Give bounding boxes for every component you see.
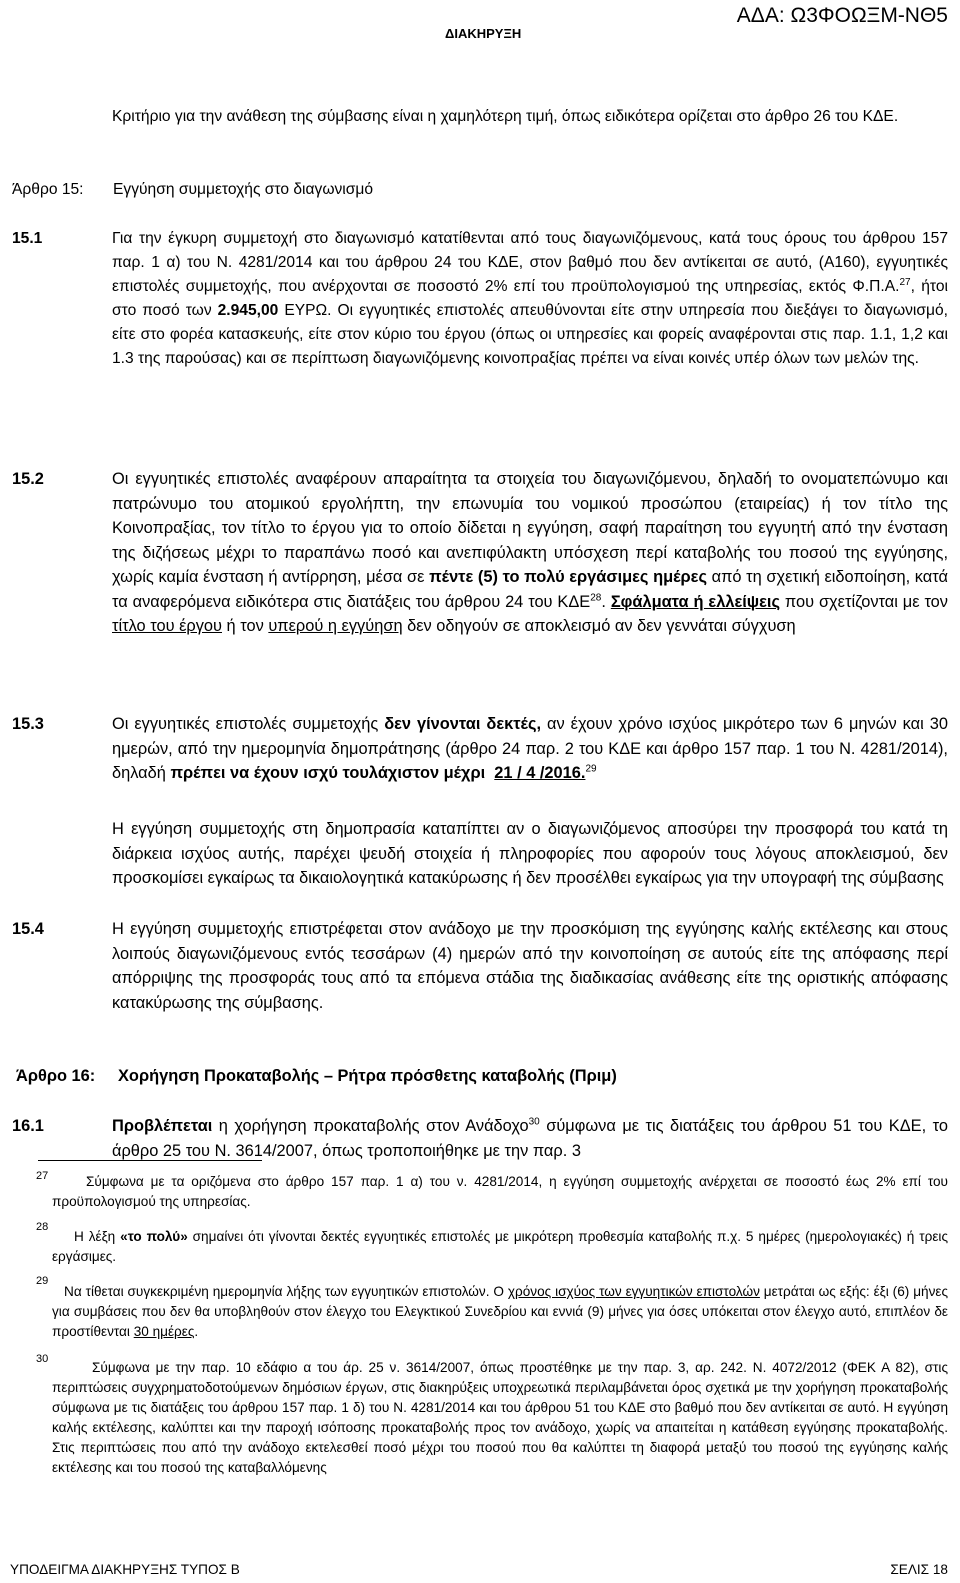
- document-type-title: ΔΙΑΚΗΡΥΞΗ: [445, 26, 522, 41]
- section-16-1-number: 16.1: [12, 1117, 44, 1135]
- footnote-28-text: Η λέξη «το πολύ» σημαίνει ότι γίνονται δεκτές εγγυητικές επιστολές με μικρότερη προθεσμία καταβολής π.χ. 5 ημέρες (ημερολογιακές) ή τρεις εργάσιμες.: [52, 1229, 948, 1264]
- footnote-27-text: Σύμφωνα με τα οριζόμενα στο άρθρο 157 παρ. 1 α) του ν. 4281/2014, η εγγύηση συμμετοχής ανέρχεται σε ποσοστό έως 2% επί του προϋπολογισμού της υπηρεσίας.: [52, 1174, 948, 1209]
- section-15-1-number: 15.1: [12, 230, 43, 247]
- section-15-4-text: Η εγγύηση συμμετοχής επιστρέφεται στον ανάδοχο με την προσκόμιση της εγγύησης καλής εκτέλεσης και στους λοιπούς διαγωνιζόμενους εντός τεσσάρων (4) ημερών από την κοινοποίηση σε αυτούς είτε της απόφασης περί απόρριψης της προσφοράς τους από τα επόμενα στάδια της διαδικασίας ανάθεσης είτε της οριστικής απόφασης κατακύρωσης της σύμβασης.: [112, 920, 948, 1012]
- section-15-4-number: 15.4: [12, 920, 44, 938]
- footnote-29-number: 29: [36, 1275, 49, 1287]
- section-15-2-number: 15.2: [12, 470, 44, 488]
- ada-code: ΑΔΑ: Ω3ΦΟΩΞΜ-ΝΘ5: [736, 4, 948, 27]
- section-15-1-text: Για την έγκυρη συμμετοχή στο διαγωνισμό κατατίθενται από τους διαγωνιζόμενους, κατά τους όρους του άρθρου 157 παρ. 1 α) του Ν. 4281/2014 και του άρθρου 24 του ΚΔΕ, στον βαθμό που δεν αντίκειται σε αυτό, (Α160), εγγυητικές επιστολές συμμετοχής, που ανέρχονται σε ποσοστό 2% επί του προϋπολογισμού της υπηρεσίας, εκτός Φ.Π.Α.$^{27}$, ήτοι στο ποσό των 2.945,00 ΕΥΡΩ. Οι εγγυητικές επιστολές απευθύνονται είτε στην υπηρεσία που διεξάγει το διαγωνισμό, είτε στο φορέα κατασκευής, είτε στον κύριο του έργου (όπως οι υπηρεσίες και φορείς αναφέρονται στις παρ. 1.1, 1,2 και 1.3 της παρούσας) και σε περίπτωση διαγωνιζόμενης κοινοπραξίας πρέπει να είναι κοινές υπέρ όλων των μελών της.: [112, 230, 949, 367]
- section-15-3-number: 15.3: [12, 715, 44, 733]
- section-15-3-text: Οι εγγυητικές επιστολές συμμετοχής δεν γίνονται δεκτές, αν έχουν χρόνο ισχύος μικρότερο των 6 μηνών και 30 ημερών, από την ημερομηνία δημοπράτησης (άρθρο 24 παρ. 2 του ΚΔΕ και άρθρο 157 παρ. 1 του Ν. 4281/2014), δηλαδή πρέπει να έχουν ισχύ τουλάχιστον μέχρι 21 / 4 /2016.29: [112, 715, 948, 782]
- section-15-2-text: Οι εγγυητικές επιστολές αναφέρουν απαραίτητα τα στοιχεία του διαγωνιζόμενου, δηλαδή το ονοματεπώνυμο και πατρώνυμο του ατομικού εργολήπτη, την επωνυμία του νομικού προσώπου (εταιρείας) ή τον τίτλο της Κοινοπραξίας, τον τίτλο το έργου για το οποίο δίδεται η εγγύηση, σαφή παραίτηση του εγγυητή από την ένσταση της διζήσεως μέχρι το παραπάνω ποσό και ανεπιφύλακτη υπόσχεση περί καταβολής του ποσού της εγγύησης, χωρίς καμία ένσταση ή αντίρρηση, μέσα σε πέντε (5) το πολύ εργάσιμες ημέρες από τη σχετική ειδοποίηση, κατά τα αναφερόμενα ειδικότερα στις διατάξεις του άρθρου 24 του ΚΔΕ$^{28}$. Σφάλματα ή ελλείψεις που σχετίζονται με τον τίτλο του έργου ή τον υπερού η εγγύηση δεν οδηγούν σε αποκλεισμό αν δεν γεννάται σύγχυση: [112, 470, 949, 635]
- footnote-ref-28[interactable]: 28: [590, 592, 602, 604]
- award-criterion-paragraph: Κριτήριο για την ανάθεση της σύμβασης είναι η χαμηλότερη τιμή, όπως ειδικότερα ορίζεται στο άρθρο 26 του ΚΔΕ.: [112, 108, 899, 125]
- article-16-title: Χορήγηση Προκαταβολής – Ρήτρα πρόσθετης καταβολής (Πριμ): [118, 1067, 617, 1085]
- footnote-29-text: Να τίθεται συγκεκριμένη ημερομηνία λήξης των εγγυητικών επιστολών. Ο χρόνος ισχύος των εγγυητικών επιστολών μετράται ως εξής: έξι (6) μήνες για συμβάσεις που δεν θα υποβληθούν στον έλεγχο του Ελεγκτικού Συνεδρίου και εννιά (9) μήνες για όσες υπόκειται στον έλεγχο αυτό, επιπλέον δε προστίθενται 30 ημέρες.: [52, 1284, 948, 1339]
- footer-page-number: ΣΕΛΙΣ 18: [890, 1562, 948, 1577]
- section-15-3-forfeit-paragraph: Η εγγύηση συμμετοχής στη δημοπρασία καταπίπτει αν ο διαγωνιζόμενος αποσύρει την προσφορά του κατά τη διάρκεια ισχύος αυτής, παρέχει ψευδή στοιχεία ή πληροφορίες που αφορούν τους λόγους αποκλεισμού, δεν προσκομίσει εγκαίρως τα δικαιολογητικά κατακύρωσης ή δεν προσέλθει εγκαίρως για την υπογραφή της σύμβασης: [112, 820, 948, 887]
- footnote-ref-29[interactable]: 29: [585, 763, 597, 775]
- footnote-ref-27[interactable]: 27: [899, 276, 911, 288]
- article-16-label: Άρθρο 16:: [16, 1067, 96, 1085]
- article-15-title: Εγγύηση συμμετοχής στο διαγωνισμό: [113, 181, 374, 198]
- footnote-separator: [38, 1160, 262, 1161]
- footnote-30-text: Σύμφωνα με την παρ. 10 εδάφιο α του άρ. 25 ν. 3614/2007, όπως προστέθηκε με την παρ. 3, αρ. 242. Ν. 4072/2012 (ΦΕΚ Α 82), στις περιπτώσεις συγχρηματοδοτούμενων δημόσιων έργων, στις διακηρύξεις υποχρεωτικά περιλαμβάνεται όρος σχετικά με την χορήγηση προκαταβολής σύμφωνα με τις διατάξεις του άρθρου 157 παρ. 1 δ) του Ν. 4281/2014 και του άρθρου 51 του ΚΔΕ στο βαθμό που δεν αντίκειται σε αυτό. Η εγγύηση καλής εκτέλεσης, καλύπτει και την παροχή ισόποσης προκαταβολής προς τον ανάδοχο, χωρίς να απαιτείται η κατάθεση εγγύησης προκαταβολής. Στις περιπτώσεις που από την ανάδοχο εκτελεσθεί ποσό μέχρι του ποσού που θα καλύπτει τη διαφορά μεταξύ του ποσού της εγγύησης καλής εκτέλεσης και του ποσού της καταβαλλόμενης: [52, 1360, 948, 1475]
- footnote-30-number: 30: [36, 1353, 49, 1365]
- guarantee-expiry-date: 21 / 4 /2016.: [494, 764, 586, 782]
- footnote-27-number: 27: [36, 1170, 49, 1182]
- guarantee-amount: 2.945,00: [217, 302, 279, 319]
- section-16-1-text: Προβλέπεται η χορήγηση προκαταβολής στον Ανάδοχο$^{30}$ σύμφωνα με τις διατάξεις του άρθρου 51 του ΚΔΕ, το άρθρο 25 του Ν. 3614/2007, όπως τροποποιήθηκε με την παρ. 3: [112, 1116, 948, 1160]
- footnote-28-number: 28: [36, 1221, 49, 1233]
- article-15-label: Άρθρο 15:: [12, 181, 84, 198]
- footer-document-name: ΥΠΟΔΕΙΓΜΑ ΔΙΑΚΗΡΥΞΗΣ ΤΥΠΟΣ Β: [10, 1562, 240, 1577]
- footnote-ref-30[interactable]: 30: [528, 1116, 540, 1128]
